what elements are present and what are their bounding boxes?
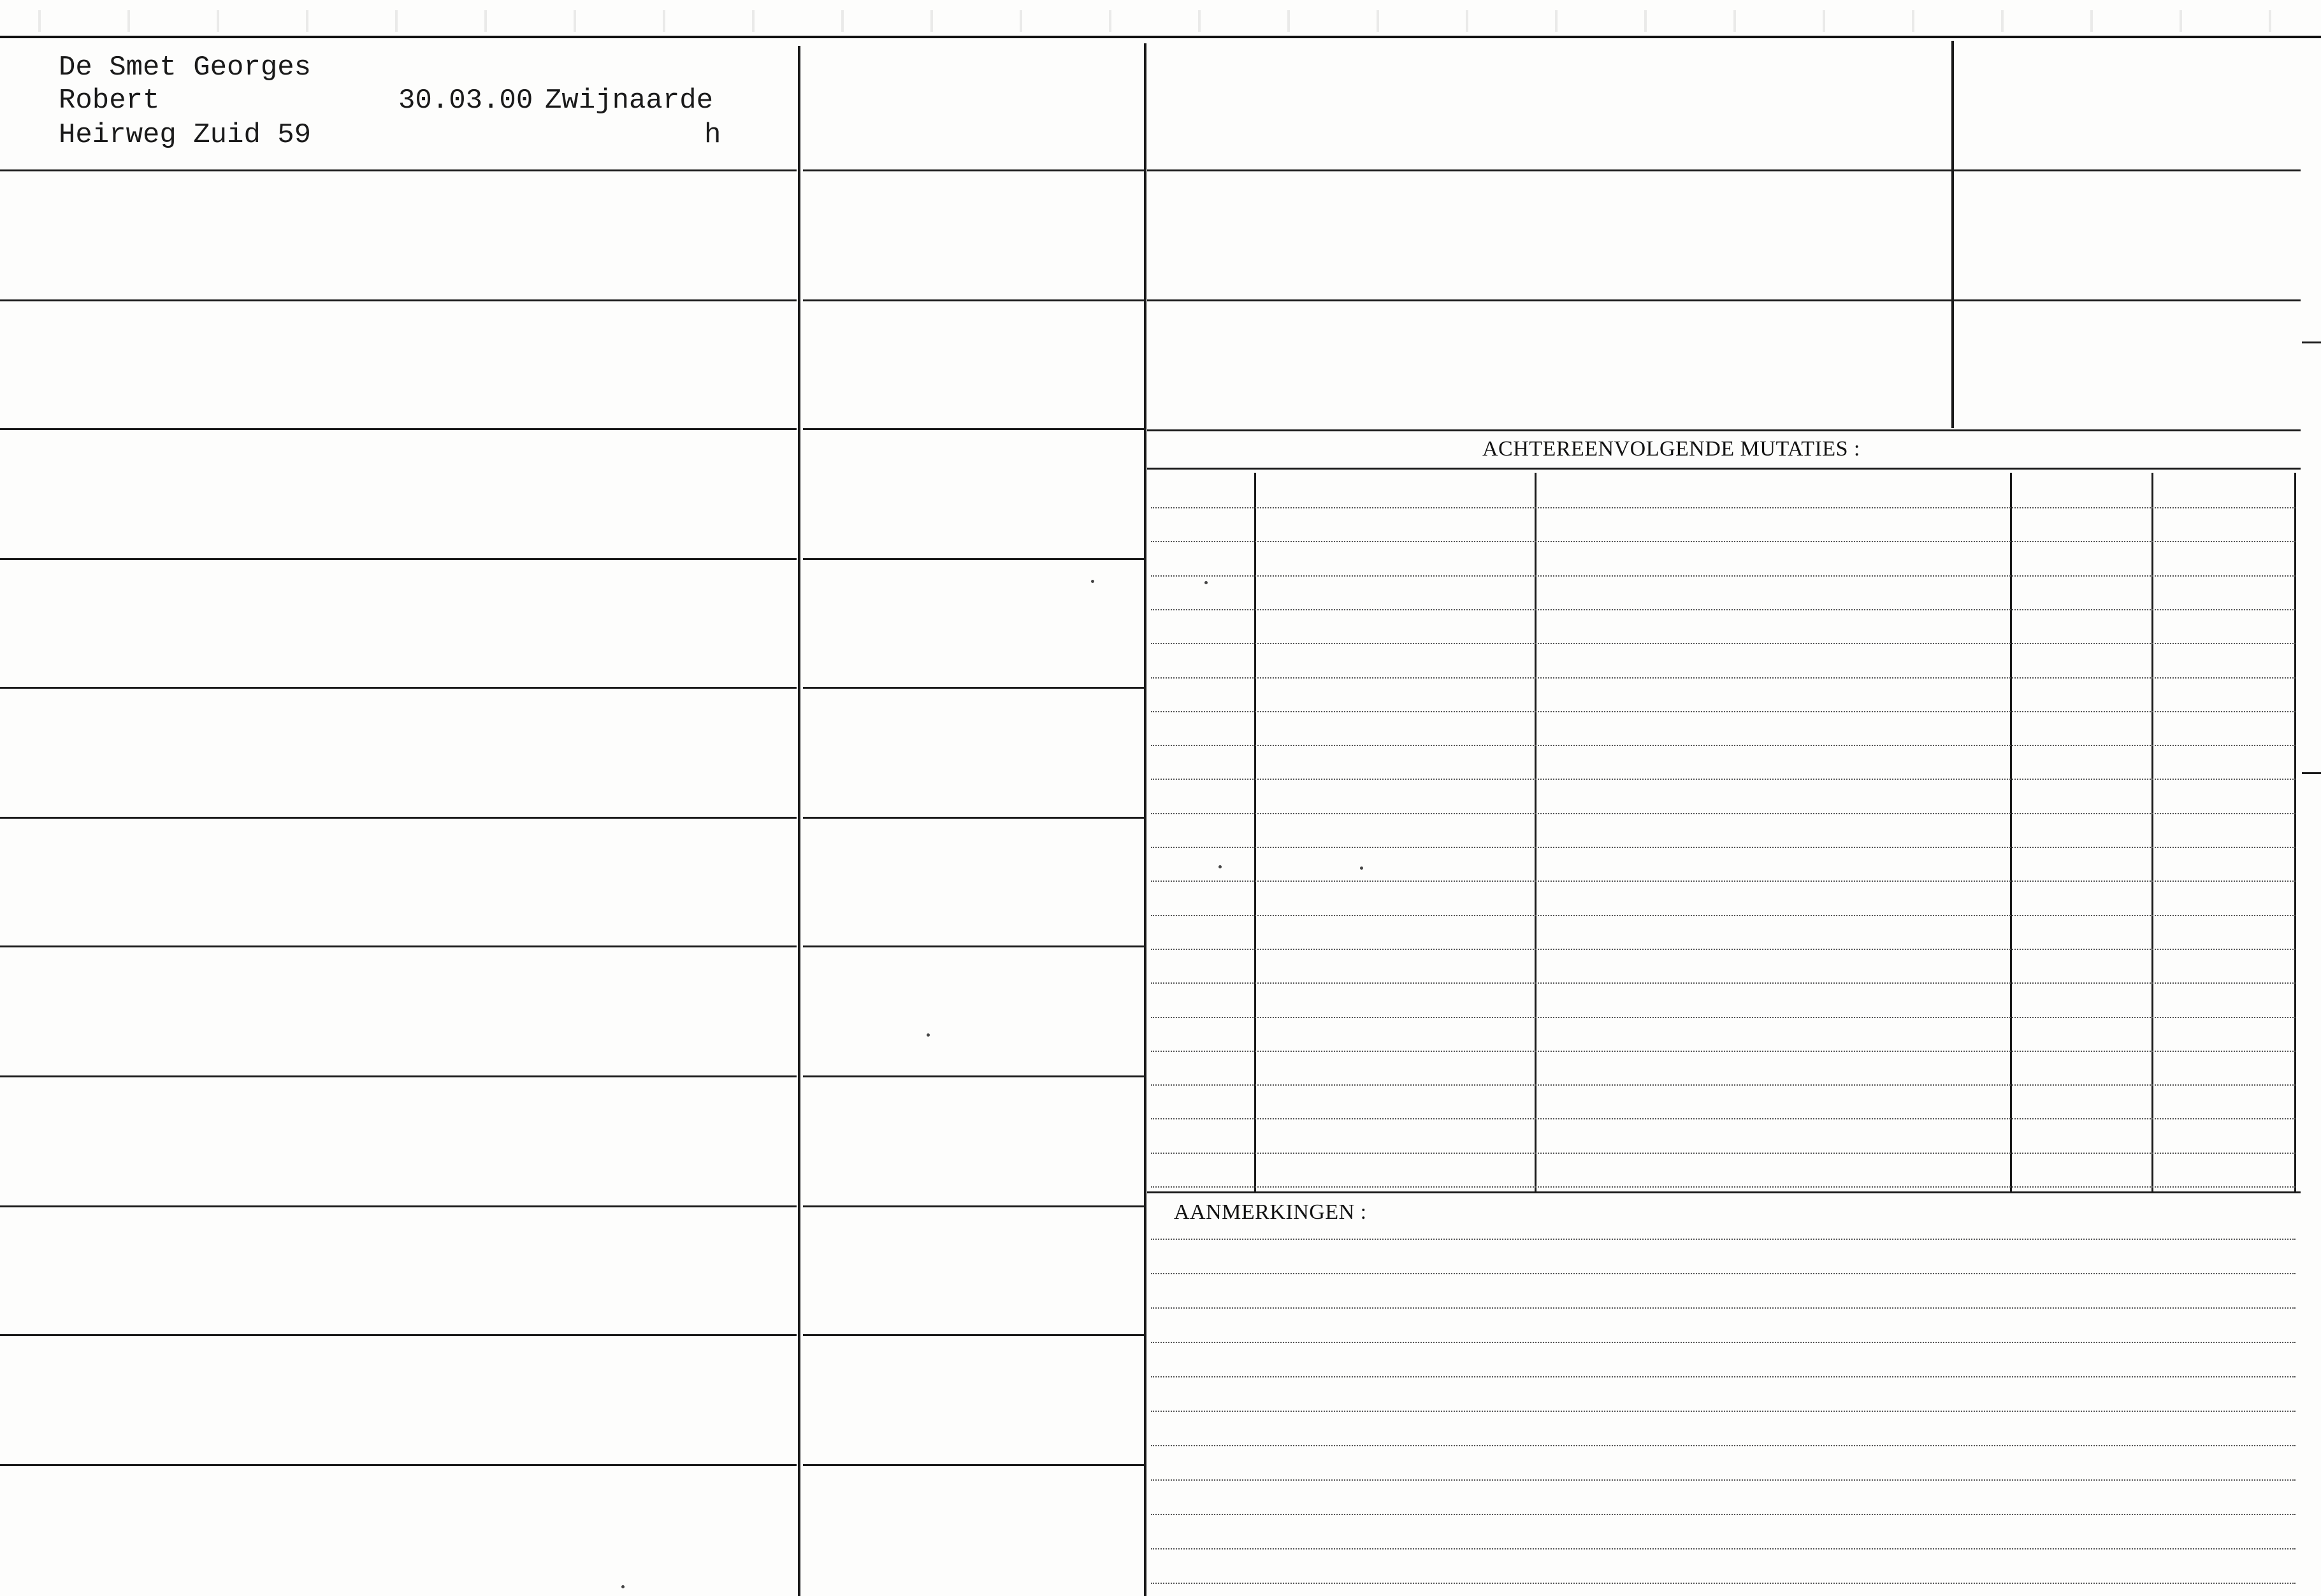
mutations-row-line: [1151, 507, 2296, 508]
remarks-heading: AANMERKINGEN :: [1174, 1200, 1367, 1224]
middle-row-line: [803, 945, 1144, 947]
left-row-line: [0, 1075, 797, 1077]
mutations-row-line: [1151, 1017, 2296, 1018]
middle-row-line: [803, 1075, 1144, 1077]
mutations-row-line: [1151, 711, 2296, 712]
top-border-rule: [0, 36, 2321, 38]
record-mark: h: [704, 119, 721, 151]
mutations-row-line: [1151, 982, 2296, 984]
left-row-line: [0, 1334, 797, 1336]
person-name-line-2: Robert: [59, 85, 160, 117]
left-row-line: [0, 558, 797, 560]
middle-row-line: [803, 1464, 1144, 1466]
left-row-line: [0, 817, 797, 819]
left-row-line: [0, 945, 797, 947]
birth-place: Zwijnaarde: [545, 85, 714, 117]
remarks-line: [1151, 1479, 2296, 1481]
mutations-row-line: [1151, 1118, 2296, 1119]
edge-tick: [2302, 772, 2321, 774]
remarks-line: [1151, 1342, 2296, 1343]
mutations-row-line: [1151, 949, 2296, 950]
scan-speck: [1218, 865, 1222, 868]
edge-tick: [2302, 341, 2321, 343]
middle-row-line: [803, 1334, 1144, 1336]
left-row-line: [0, 687, 797, 689]
mutations-row-line: [1151, 847, 2296, 848]
middle-row-line: [803, 299, 1144, 301]
scan-speck: [1091, 580, 1094, 583]
mutations-row-line: [1151, 881, 2296, 882]
mutations-row-line: [1151, 745, 2296, 746]
mutations-row-line: [1151, 541, 2296, 542]
right-top-column-divider: [1951, 41, 1954, 428]
mutations-row-line: [1151, 1051, 2296, 1052]
scan-speck: [1360, 866, 1363, 870]
remarks-line: [1151, 1583, 2296, 1584]
person-name-line-1: De Smet Georges: [59, 52, 312, 83]
scanned-top-edge: [0, 10, 2321, 32]
mutations-row-line: [1151, 575, 2296, 577]
middle-row-line: [803, 1205, 1144, 1207]
remarks-line: [1151, 1307, 2296, 1309]
mutations-table-bottom: [1147, 1191, 2301, 1193]
left-column-divider: [798, 46, 800, 1596]
mutations-row-line: [1151, 915, 2296, 916]
right-row-line: [1147, 169, 2301, 171]
mutations-row-line: [1151, 813, 2296, 814]
scan-speck: [1204, 581, 1208, 584]
left-row-line: [0, 428, 797, 430]
left-row-line: [0, 169, 797, 171]
mutations-row-line: [1151, 1084, 2296, 1086]
remarks-line: [1151, 1376, 2296, 1377]
remarks-line: [1151, 1445, 2296, 1446]
remarks-line: [1151, 1514, 2296, 1515]
remarks-line: [1151, 1411, 2296, 1412]
middle-row-line: [803, 169, 1144, 171]
mutations-row-line: [1151, 1186, 2296, 1188]
birth-date: 30.03.00: [398, 85, 533, 117]
mutations-row-line: [1151, 609, 2296, 610]
middle-row-line: [803, 687, 1144, 689]
center-column-divider: [1144, 43, 1146, 1596]
middle-row-line: [803, 428, 1144, 430]
middle-row-line: [803, 817, 1144, 819]
remarks-line: [1151, 1548, 2296, 1549]
middle-row-line: [803, 558, 1144, 560]
left-row-line: [0, 1464, 797, 1466]
person-address: Heirweg Zuid 59: [59, 119, 312, 151]
mutations-row-line: [1151, 643, 2296, 644]
mutations-row-line: [1151, 779, 2296, 780]
remarks-line: [1151, 1273, 2296, 1274]
left-row-line: [0, 1205, 797, 1207]
mutations-row-line: [1151, 677, 2296, 679]
remarks-line: [1151, 1239, 2296, 1240]
left-row-line: [0, 299, 797, 301]
mutations-row-line: [1151, 1153, 2296, 1154]
right-row-line: [1147, 429, 2301, 431]
mutations-heading: ACHTEREENVOLGENDE MUTATIES :: [1482, 437, 1860, 461]
mutations-table-top: [1147, 468, 2301, 470]
right-row-line: [1147, 299, 2301, 301]
scan-speck: [621, 1585, 625, 1588]
scan-speck: [927, 1033, 930, 1037]
